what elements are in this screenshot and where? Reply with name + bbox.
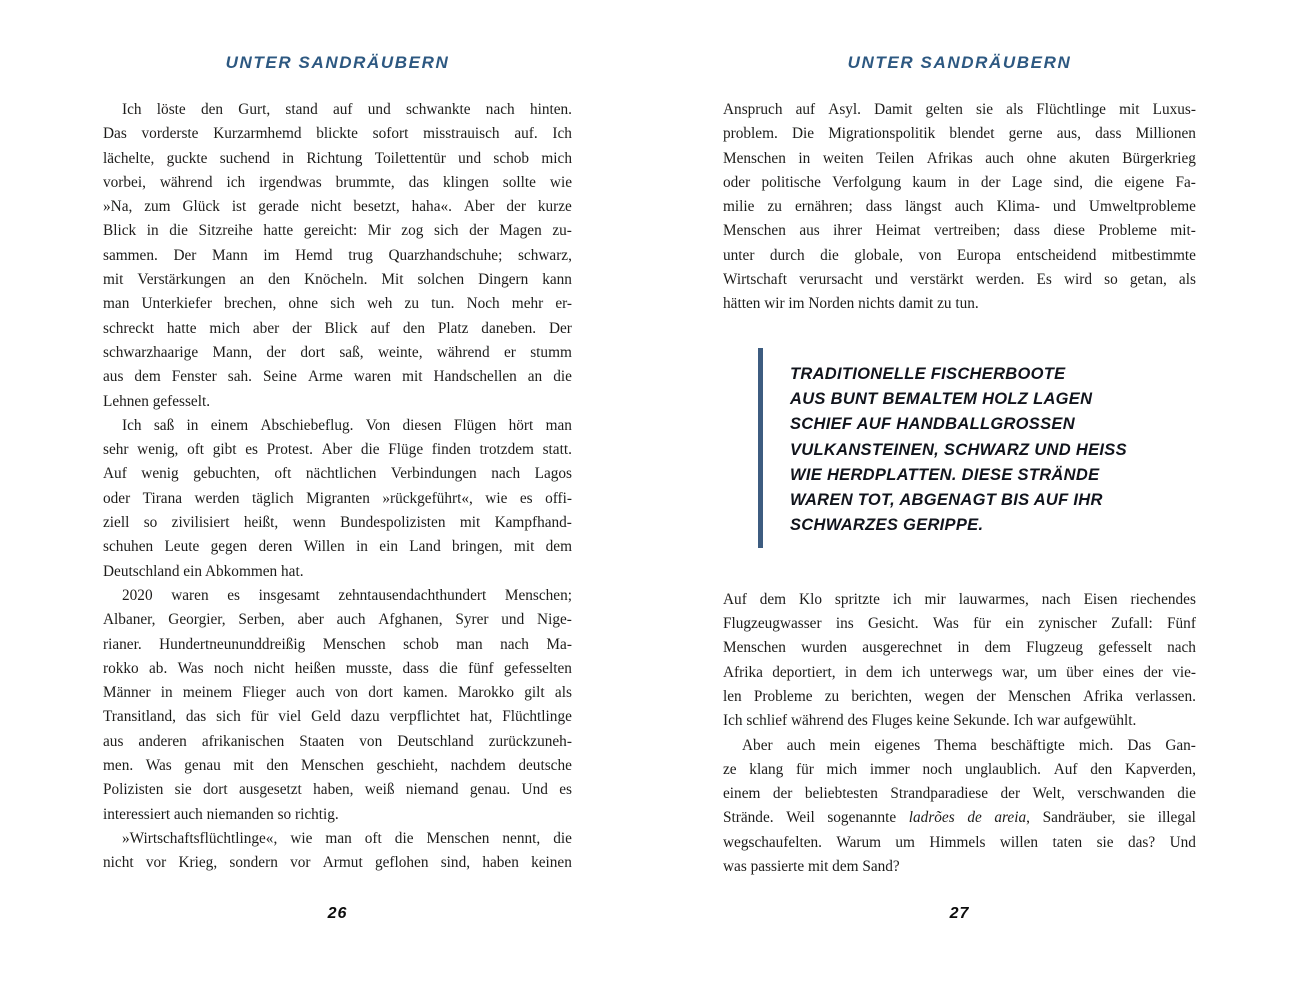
text-line: nicht vor Krieg, sondern vor Armut geflohen sind, haben keinen (103, 854, 572, 872)
running-header: UNTER SANDRÄUBERN (847, 53, 1072, 72)
page-27 (723, 53, 1196, 963)
text-line: rokko ab. Was noch nicht heißen musste, dass die fünf gefesselten (103, 659, 572, 677)
text-line: Auf wenig gebuchten, oft nächtlichen Verbindungen nach Lagos (103, 465, 572, 483)
text-line: Lehnen gefesselt. (103, 392, 211, 410)
quote-line: SCHWARZES GERIPPE. (790, 516, 984, 535)
text-line: Männer in meinem Flieger auch von dort kamen. Marokko gilt als (103, 684, 572, 702)
text-line: sehr wenig, oft gibt es Protest. Aber die Flüge finden trotzdem statt. (103, 441, 572, 459)
text-line: milie zu ernähren; dass längst auch Klima- und Umweltprobleme (723, 198, 1196, 216)
text-line: aus dem Fenster sah. Seine Arme waren mit Handschellen an die (103, 368, 572, 386)
text-line: schuhen Leute gegen deren Willen in ein Land bringen, mit dem (103, 538, 572, 556)
page-26 (103, 53, 572, 963)
paragraph (723, 734, 1196, 880)
text-line: Anspruch auf Asyl. Damit gelten sie als Flüchtlinge mit Luxus- (723, 101, 1196, 118)
text-line: was passierte mit dem Sand? (723, 858, 900, 876)
text-line: Afrika deportiert, in dem ich unterwegs war, um über eines der vie- (723, 663, 1196, 681)
text-line: wegschaufelten. Warum um Himmels willen taten sie das? Und (723, 833, 1196, 851)
text-line: »Na, zum Glück ist gerade nicht besetzt, haha«. Aber der kurze (103, 198, 572, 216)
text-line: man Unterkiefer brechen, ohne sich weh zu tun. Noch mehr er- (103, 295, 572, 313)
text-line: problem. Die Migrationspolitik blendet gerne aus, dass Millionen (723, 125, 1196, 143)
quote-accent-bar (758, 348, 763, 548)
text-line: Menschen aus ihrer Heimat vertreiben; dass diese Probleme mit- (723, 222, 1196, 240)
paragraph (723, 98, 1196, 317)
text-line: men. Was genau mit den Menschen geschieht, nachdem deutsche (103, 757, 572, 775)
page-body (723, 98, 1196, 879)
text-line: 2020 waren es insgesamt zehntausendachthundert Menschen; (122, 586, 572, 604)
running-header: UNTER SANDRÄUBERN (225, 53, 450, 72)
paragraph (723, 588, 1196, 734)
text-line: oder Tirana werden täglich Migranten »rückgeführt«, wie es offi- (103, 489, 572, 507)
page-number: 26 (327, 905, 348, 922)
paragraph (103, 98, 572, 414)
text-line: len Probleme zu berichten, wegen der Menschen Afrika verlassen. (723, 687, 1196, 705)
text-line: oder politische Verfolgung kaum in der Lage sind, die eigene Fa- (723, 173, 1196, 191)
text-line: Menschen in weiten Teilen Afrikas auch ohne akuten Bürgerkrieg (723, 149, 1196, 167)
quote-line: SCHIEF AUF HANDBALLGROSSEN (790, 415, 1075, 434)
page-number: 27 (949, 905, 970, 922)
text-line: schwarzhaarige Mann, der dort saß, weinte, während er stumm (103, 343, 572, 361)
pull-quote (723, 348, 1196, 548)
text-line: lächelte, guckte suchend in Richtung Toilettentür und schob mich (103, 149, 572, 167)
text-line: Albaner, Georgier, Serben, aber auch Afghanen, Syrer und Nige- (103, 611, 572, 629)
text-line: sammen. Der Mann im Hemd trug Quarzhandschuhe; schwarz, (103, 246, 572, 264)
text-line: Deutschland ein Abkommen hat. (103, 562, 304, 580)
quote-line: VULKANSTEINEN, SCHWARZ UND HEISS (790, 440, 1127, 459)
quote-line: TRADITIONELLE FISCHERBOOTE (790, 364, 1066, 383)
text-line: ziell so zivilisiert heißt, wenn Bundespolizisten mit Kampfhand- (103, 514, 572, 532)
text-line: ze klang für mich immer noch unglaublich. Auf den Kapverden, (723, 760, 1196, 778)
text-line: einem der beliebtesten Strandparadiese der Welt, verschwanden die (723, 785, 1196, 803)
text-line: Ich saß in einem Abschiebeflug. Von diesen Flügen hört man (122, 416, 572, 434)
text-line: schreckt hatte mich aber der Blick auf den Platz daneben. Der (103, 319, 572, 337)
text-line: Aber auch mein eigenes Thema beschäftigte mich. Das Gan- (742, 736, 1196, 754)
paragraph (103, 827, 572, 876)
page-body (103, 98, 572, 876)
text-line: »Wirtschaftsflüchtlinge«, wie man oft die Menschen nennt, die (122, 829, 572, 847)
paragraph (103, 584, 572, 827)
text-line: hätten wir im Norden nichts damit zu tun. (723, 295, 979, 313)
text-line: Polizisten sie dort ausgesetzt haben, weiß niemand genau. Und es (103, 781, 572, 799)
text-line: Wirtschaft verursacht und verstärkt werden. Es wird so getan, als (723, 271, 1196, 289)
text-line: Ich schlief während des Fluges keine Sekunde. Ich war aufgewühlt. (723, 712, 1137, 730)
text-line: interessiert auch niemanden so richtig. (103, 805, 339, 823)
text-line: Ich löste den Gurt, stand auf und schwankte nach hinten. (122, 101, 572, 118)
text-line: Menschen wurden ausgerechnet in dem Flugzeug gefesselt nach (723, 639, 1196, 657)
quote-line: WAREN TOT, ABGENAGT BIS AUF IHR (790, 491, 1103, 510)
text-line: Flugzeugwasser ins Gesicht. Was für ein zynischer Zufall: Fünf (723, 615, 1196, 633)
text-line: rianer. Hundertneununddreißig Menschen schob man nach Ma- (103, 635, 572, 653)
text-line: vorbei, während ich irgendwas brummte, das klingen sollte wie (103, 173, 572, 191)
text-line: Das vorderste Kurzarmhemd blickte sofort misstrauisch auf. Ich (103, 125, 572, 143)
paragraph (103, 414, 572, 584)
text-line: Blick in die Sitzreihe hatte gereicht: Mir zog sich der Magen zu- (103, 222, 572, 240)
text-line: Auf dem Klo spritzte ich mir lauwarmes, nach Eisen riechendes (723, 590, 1196, 608)
text-line: aus anderen afrikanischen Staaten von Deutschland zurückzuneh- (103, 732, 572, 750)
quote-line: WIE HERDPLATTEN. DIESE STRÄNDE (790, 465, 1100, 484)
text-line: unter durch die globale, von Europa entscheidend mitbestimmte (723, 246, 1196, 264)
text-line: Transitland, das sich für viel Geld dazu verpflichtet hat, Flüchtlinge (103, 708, 572, 726)
text-line: mit Verstärkungen an den Knöcheln. Mit solchen Dingern kann (103, 271, 572, 289)
text-line: Strände. Weil sogenannte ladrões de areia, Sandräuber, sie illegal (723, 809, 1196, 827)
quote-line: AUS BUNT BEMALTEM HOLZ LAGEN (790, 389, 1093, 408)
